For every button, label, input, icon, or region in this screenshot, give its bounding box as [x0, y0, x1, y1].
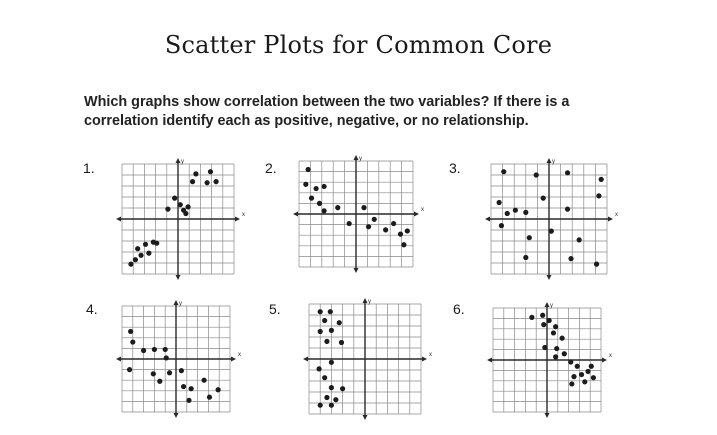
data-point — [172, 196, 177, 201]
data-point — [340, 386, 345, 391]
y-axis-arrow-up — [547, 158, 552, 163]
worksheet-title: Scatter Plots for Common Core — [164, 31, 553, 59]
x-axis-arrow-left — [487, 358, 492, 363]
data-point — [216, 387, 221, 392]
x-axis-arrow-left — [485, 217, 490, 222]
data-point — [329, 360, 334, 365]
scatter-plot-2-svg — [293, 155, 423, 273]
scatter-plot-5-svg — [303, 298, 431, 420]
data-point — [213, 179, 218, 184]
data-point — [383, 227, 388, 232]
data-point — [316, 366, 321, 371]
data-point — [391, 221, 396, 226]
data-point — [542, 345, 547, 350]
x-axis-arrow-right — [608, 217, 613, 222]
x-axis-letter: x — [238, 352, 241, 358]
y-axis-arrow-up — [176, 158, 181, 163]
data-point — [309, 196, 314, 201]
data-point — [322, 375, 327, 380]
data-point — [185, 204, 190, 209]
data-point — [135, 246, 140, 251]
y-axis-arrow-down — [545, 413, 550, 418]
y-axis-letter: y — [550, 303, 553, 309]
y-axis-arrow-down — [176, 275, 181, 280]
data-point — [133, 257, 138, 262]
scatter-plot-1 — [116, 158, 244, 280]
scatter-plot-4-svg — [116, 300, 240, 418]
data-point — [321, 184, 326, 189]
y-axis-letter: y — [359, 156, 362, 162]
x-axis-arrow-left — [116, 217, 121, 222]
plot-2-label: 2. — [265, 160, 277, 176]
data-point — [151, 371, 156, 376]
scatter-plot-3 — [485, 158, 617, 280]
plot-5-label: 5. — [269, 301, 281, 317]
data-point — [141, 348, 146, 353]
data-point — [127, 367, 132, 372]
scatter-plot-2 — [293, 155, 423, 273]
scatter-plot-6-svg — [487, 302, 611, 418]
data-point — [594, 262, 599, 267]
x-axis-arrow-left — [293, 212, 298, 217]
data-point — [167, 370, 172, 375]
x-axis-arrow-right — [235, 217, 240, 222]
data-point — [163, 347, 168, 352]
data-point — [366, 224, 371, 229]
data-point — [321, 208, 326, 213]
data-point — [497, 200, 502, 205]
data-point — [596, 193, 601, 198]
data-point — [565, 207, 570, 212]
question-line-1: Which graphs show correlation between the two variables? If there is a — [84, 94, 570, 110]
data-point — [143, 242, 148, 247]
data-point — [571, 374, 576, 379]
data-point — [128, 262, 133, 267]
scatter-plot-4 — [116, 300, 240, 418]
plot-6-label: 6. — [453, 301, 465, 317]
x-axis-letter: x — [242, 212, 245, 218]
data-point — [314, 186, 319, 191]
data-point — [208, 169, 213, 174]
y-axis-letter: y — [181, 159, 184, 165]
y-axis-arrow-down — [354, 268, 359, 273]
data-point — [372, 217, 377, 222]
x-axis-arrow-right — [231, 357, 236, 362]
data-point — [179, 368, 184, 373]
data-point — [303, 182, 308, 187]
data-point — [318, 403, 323, 408]
data-point — [523, 255, 528, 260]
data-point — [549, 229, 554, 234]
data-point — [318, 309, 323, 314]
data-point — [501, 169, 506, 174]
data-point — [329, 328, 334, 333]
x-axis-arrow-right — [414, 212, 419, 217]
y-axis-arrow-up — [363, 298, 368, 303]
data-point — [138, 253, 143, 258]
data-point — [547, 318, 552, 323]
data-point — [324, 339, 329, 344]
data-point — [398, 232, 403, 237]
data-point — [322, 318, 327, 323]
data-point — [306, 167, 311, 172]
y-axis-arrow-up — [174, 300, 179, 305]
y-axis-letter: y — [179, 301, 182, 307]
scatter-plot-3-svg — [485, 158, 617, 280]
data-point — [207, 395, 212, 400]
data-point — [591, 375, 596, 380]
plot-3-label: 3. — [449, 160, 461, 176]
data-point — [128, 329, 133, 334]
data-point — [335, 205, 340, 210]
data-point — [347, 221, 352, 226]
x-axis-letter: x — [429, 352, 432, 358]
x-axis-arrow-left — [116, 357, 121, 362]
data-point — [551, 330, 556, 335]
data-point — [190, 179, 195, 184]
data-point — [205, 180, 210, 185]
data-point — [523, 210, 528, 215]
data-point — [568, 359, 573, 364]
data-point — [541, 196, 546, 201]
y-axis-letter: y — [368, 299, 371, 305]
x-axis-letter: x — [615, 212, 618, 218]
data-point — [579, 372, 584, 377]
scatter-plot-1-svg — [116, 158, 244, 280]
data-point — [575, 364, 580, 369]
scatter-plot-5 — [303, 298, 431, 420]
data-point — [178, 202, 183, 207]
data-point — [599, 177, 604, 182]
data-point — [337, 320, 342, 325]
data-point — [154, 241, 159, 246]
data-point — [527, 235, 532, 240]
data-point — [541, 322, 546, 327]
data-point — [540, 313, 545, 318]
scatter-plot-6 — [487, 302, 611, 418]
data-point — [361, 205, 366, 210]
data-point — [569, 381, 574, 386]
data-point — [401, 242, 406, 247]
question-text — [84, 93, 644, 131]
y-axis-arrow-down — [174, 413, 179, 418]
x-axis-arrow-left — [303, 357, 308, 362]
data-point — [582, 379, 587, 384]
data-point — [324, 395, 329, 400]
y-axis-arrow-up — [545, 302, 550, 307]
data-point — [562, 351, 567, 356]
data-point — [560, 336, 565, 341]
data-point — [505, 211, 510, 216]
data-point — [186, 398, 191, 403]
data-point — [318, 329, 323, 334]
data-point — [568, 256, 573, 261]
data-point — [193, 171, 198, 176]
data-point — [164, 355, 169, 360]
y-axis-arrow-up — [354, 155, 359, 160]
plot-1-label: 1. — [83, 160, 95, 176]
data-point — [565, 170, 570, 175]
data-point — [577, 237, 582, 242]
data-point — [328, 309, 333, 314]
data-point — [165, 207, 170, 212]
x-axis-arrow-right — [602, 358, 607, 363]
data-point — [157, 379, 162, 384]
data-point — [513, 208, 518, 213]
x-axis-letter: x — [421, 207, 424, 213]
question-line-2: correlation identify each as positive, negative, or no relationship. — [84, 113, 529, 129]
data-point — [152, 347, 157, 352]
y-axis-arrow-down — [363, 415, 368, 420]
y-axis-letter: y — [552, 159, 555, 165]
data-point — [585, 369, 590, 374]
data-point — [146, 251, 151, 256]
data-point — [553, 324, 558, 329]
plot-4-label: 4. — [86, 301, 98, 317]
data-point — [329, 385, 334, 390]
y-axis-arrow-down — [547, 275, 552, 280]
data-point — [189, 386, 194, 391]
data-point — [499, 223, 504, 228]
x-axis-arrow-right — [422, 357, 427, 362]
data-point — [553, 354, 558, 359]
data-point — [181, 384, 186, 389]
data-point — [589, 364, 594, 369]
x-axis-letter: x — [609, 353, 612, 359]
data-point — [333, 397, 338, 402]
data-point — [534, 172, 539, 177]
data-point — [554, 346, 559, 351]
data-point — [317, 201, 322, 206]
data-point — [201, 378, 206, 383]
data-point — [130, 339, 135, 344]
data-point — [183, 211, 188, 216]
data-point — [529, 315, 534, 320]
data-point — [405, 228, 410, 233]
data-point — [329, 403, 334, 408]
data-point — [339, 340, 344, 345]
